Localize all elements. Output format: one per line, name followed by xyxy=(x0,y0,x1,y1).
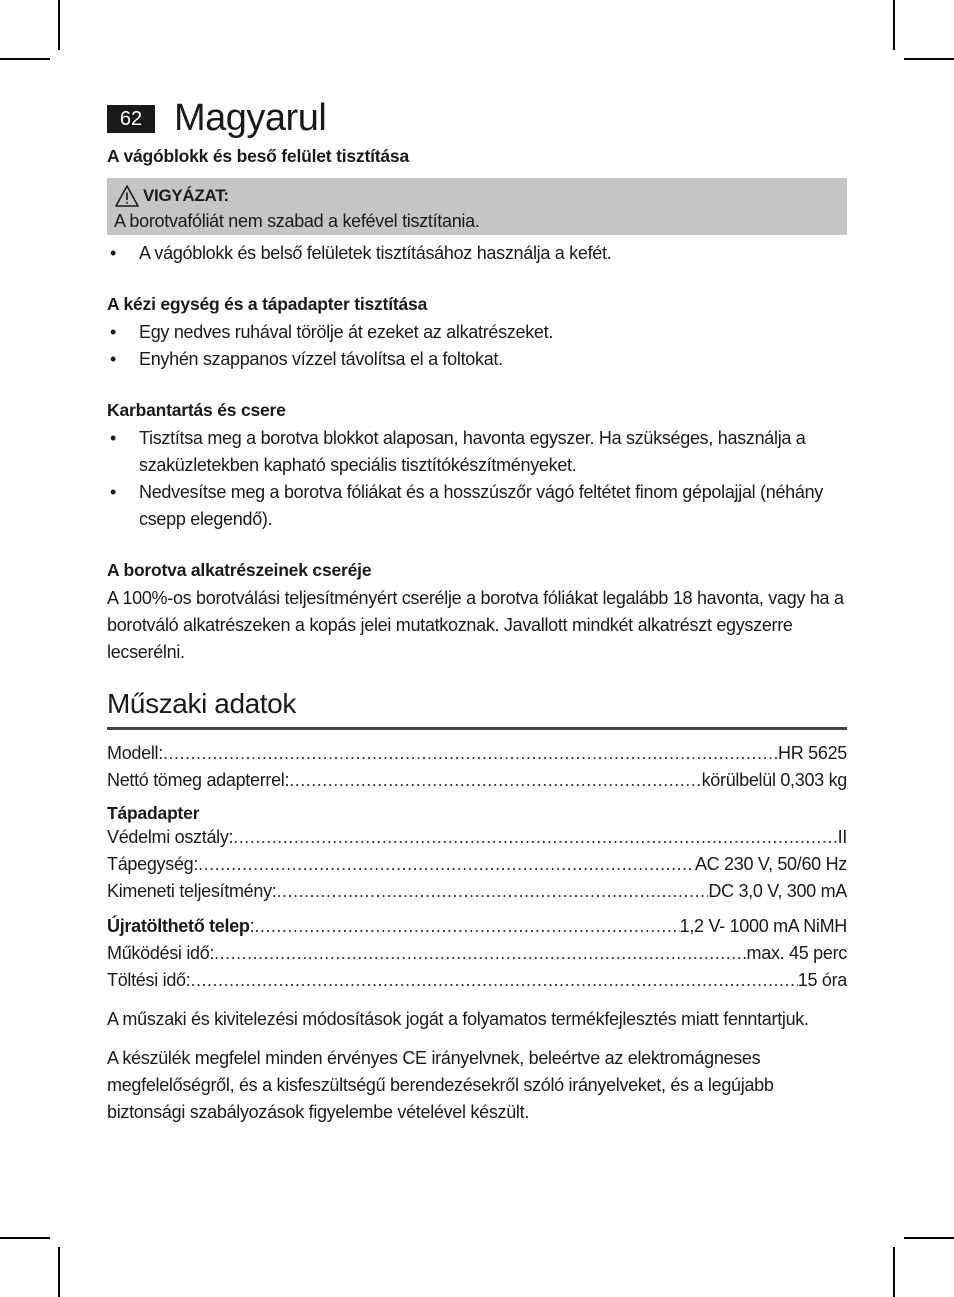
crop-mark xyxy=(0,58,50,60)
section-heading-parts-replacement: A borotva alkatrészeinek cseréje xyxy=(107,560,372,580)
warning-title-row xyxy=(114,183,840,209)
spec-value: II xyxy=(837,827,847,847)
bullet-list xyxy=(107,240,847,267)
spec-leader-dots xyxy=(190,967,797,994)
spec-row-protection xyxy=(107,824,847,851)
spec-value: DC 3,0 V, 300 mA xyxy=(708,881,847,901)
adapter-specs-block xyxy=(107,824,847,905)
crop-mark xyxy=(58,1247,60,1297)
spec-label-colon: : xyxy=(249,916,255,936)
specs-block xyxy=(107,740,847,794)
spec-leader-dots xyxy=(289,767,701,794)
spec-label: Modell: xyxy=(107,743,163,763)
warning-box xyxy=(107,178,847,235)
spec-row-model xyxy=(107,740,847,767)
parts-replacement-text: A 100%-os borotválási teljesítményért cserélje a borotva fóliákat legalább 18 havonta, vagy ha a borotváló alkatrészeken a kopás jelei mutatkoznak. Javallott mindkét alkatrészt egyszerre lecserélni. xyxy=(107,588,844,662)
spec-leader-dots xyxy=(198,851,695,878)
bullet-list xyxy=(107,319,847,373)
spec-label: Töltési idő: xyxy=(107,970,191,990)
spec-label: Tápegység: xyxy=(107,854,199,874)
spec-leader-dots xyxy=(163,740,778,767)
spec-row-battery xyxy=(107,913,847,940)
crop-mark xyxy=(0,1237,50,1239)
tech-specs-heading: Műszaki adatok xyxy=(107,688,296,719)
spec-label: Újratölthető telep xyxy=(107,916,250,936)
spec-leader-dots xyxy=(233,824,837,851)
spec-value: HR 5625 xyxy=(778,743,847,763)
spec-label: Nettó tömeg adapterrel: xyxy=(107,770,290,790)
spec-row-weight xyxy=(107,767,847,794)
spec-row-output xyxy=(107,878,847,905)
spec-row-power xyxy=(107,851,847,878)
crop-mark xyxy=(58,0,60,50)
spec-row-charge xyxy=(107,967,847,994)
page-title: Magyarul xyxy=(174,96,327,139)
section-heading-maintenance: Karbantartás és csere xyxy=(107,400,286,420)
warning-title: VIGYÁZAT: xyxy=(143,186,229,205)
page-header xyxy=(107,96,847,140)
spec-label: Kimeneti teljesítmény: xyxy=(107,881,277,901)
section-heading-handunit-cleaning: A kézi egység és a tápadapter tisztítása xyxy=(107,294,428,314)
spec-value: 15 óra xyxy=(797,970,847,990)
spec-value: AC 230 V, 50/60 Hz xyxy=(694,854,847,874)
spec-value: körülbelül 0,303 kg xyxy=(701,770,847,790)
page-content xyxy=(107,96,847,1126)
list-item: • Tisztítsa meg a borotva blokkot alaposan, havonta egyszer. Ha szükséges, használja a szaküzletekben kapható speciális tisztítókészítményeket. xyxy=(107,425,847,479)
spec-label: Védelmi osztály: xyxy=(107,827,234,847)
spec-row-runtime xyxy=(107,940,847,967)
list-item: • Egy nedves ruhával törölje át ezeket az alkatrészeket. xyxy=(107,319,847,346)
spec-leader-dots xyxy=(254,913,679,940)
spec-value: 1,2 V- 1000 mA NiMH xyxy=(679,916,847,936)
page-number: 62 xyxy=(107,105,155,133)
ce-compliance-note: A készülék megfelel minden érvényes CE irányelvnek, beleértve az elektromágneses megfelelőségről, és a kisfeszültségű berendezésekről szóló irányelveket, és a legújabb biztonsági szabályozások figyelembe vételével készült. xyxy=(107,1048,774,1122)
spec-value: max. 45 perc xyxy=(746,943,847,963)
list-item: • Enyhén szappanos vízzel távolítsa el a foltokat. xyxy=(107,346,847,373)
adapter-heading: Tápadapter xyxy=(107,803,200,823)
modification-note: A műszaki és kivitelezési módosítások jogát a folyamatos termékfejlesztés miatt fenntartjuk. xyxy=(107,1009,809,1029)
battery-specs-block xyxy=(107,913,847,994)
spec-label: Működési idő: xyxy=(107,943,215,963)
section-heading-cleaning-block: A vágóblokk és beső felület tisztítása xyxy=(107,146,409,166)
spec-leader-dots xyxy=(276,878,708,905)
bullet-list xyxy=(107,425,847,533)
list-item: • A vágóblokk és belső felületek tisztításához használja a kefét. xyxy=(107,240,847,267)
spec-label-group xyxy=(107,913,254,940)
crop-mark xyxy=(904,58,954,60)
list-item: • Nedvesítse meg a borotva fóliákat és a hosszúszőr vágó feltétet finom gépolajjal (néhány csepp elegendő). xyxy=(107,479,847,533)
warning-text: A borotvafóliát nem szabad a kefével tisztítania. xyxy=(114,211,480,231)
warning-triangle-icon xyxy=(114,184,140,208)
crop-mark xyxy=(893,0,895,50)
heading-rule xyxy=(107,727,847,730)
spec-leader-dots xyxy=(214,940,746,967)
crop-mark xyxy=(893,1247,895,1297)
crop-mark xyxy=(904,1237,954,1239)
